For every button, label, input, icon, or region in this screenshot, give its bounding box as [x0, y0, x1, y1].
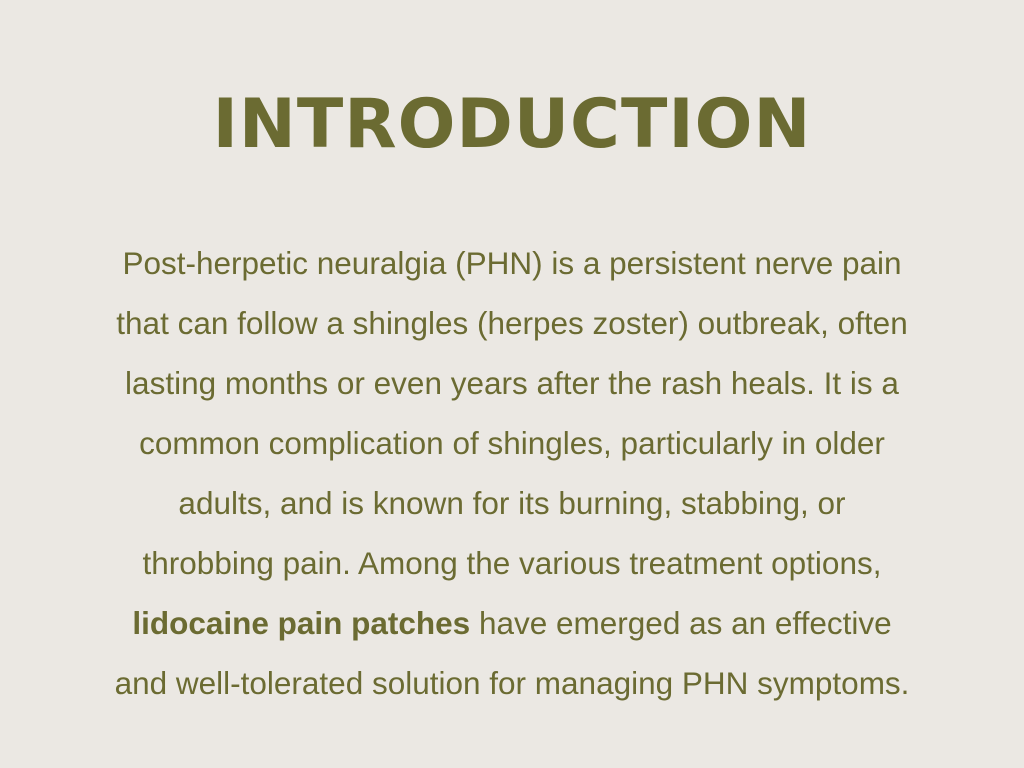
paragraph-line: adults, and is known for its burning, stabbing, or — [178, 485, 846, 521]
paragraph-line: throbbing pain. Among the various treatment options, — [142, 545, 882, 581]
page-title: INTRODUCTION — [212, 85, 812, 164]
paragraph-line-tail: have emerged as an effective — [470, 605, 892, 641]
paragraph-line: lasting months or even years after the rash heals. It is a — [125, 365, 899, 401]
emphasis-text: lidocaine pain patches — [132, 605, 471, 641]
paragraph-line: common complication of shingles, particularly in older — [139, 425, 885, 461]
paragraph-line: that can follow a shingles (herpes zoster) outbreak, often — [116, 305, 908, 341]
intro-paragraph — [40, 233, 984, 713]
paragraph-line: and well-tolerated solution for managing PHN symptoms. — [114, 665, 910, 701]
paragraph-line: Post-herpetic neuralgia (PHN) is a persistent nerve pain — [122, 245, 902, 281]
